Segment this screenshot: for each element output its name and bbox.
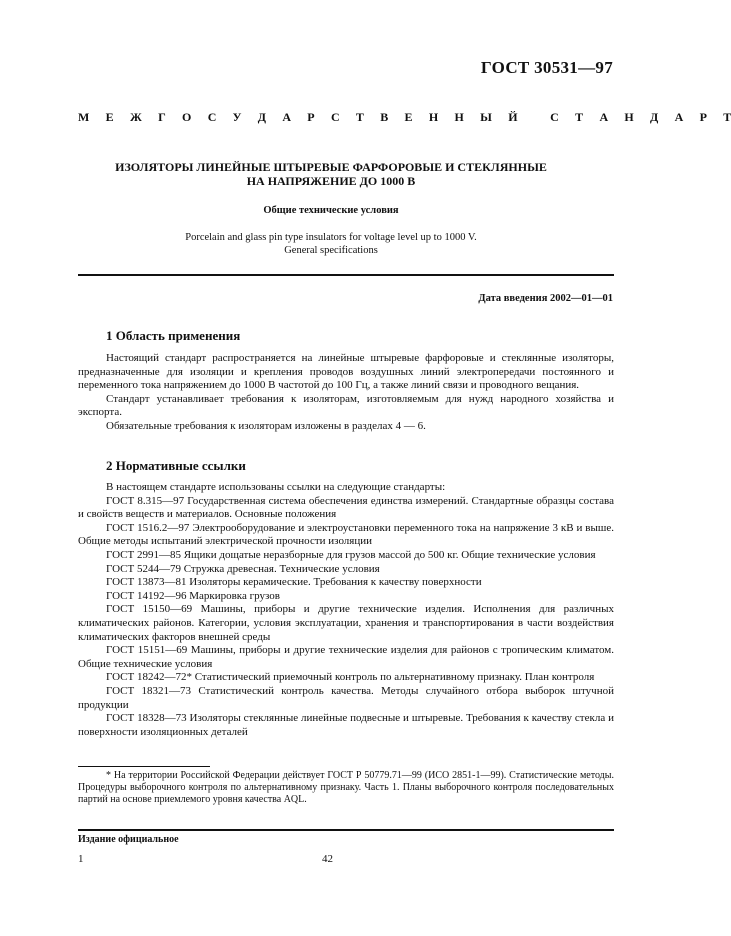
- reference-item: ГОСТ 18328—73 Изоляторы стеклянные линейные подвесные и штыревые. Требования к качеству стекла и поверхности изоляционных деталей: [78, 712, 614, 738]
- banner-letter: С: [330, 110, 340, 124]
- banner-letter: А: [282, 110, 291, 124]
- page-number: 42: [322, 853, 333, 865]
- reference-item: ГОСТ 14192—96 Маркировка грузов: [106, 589, 280, 602]
- banner-letter: Ж: [129, 110, 142, 124]
- section-2-body: [78, 481, 614, 739]
- banner-letter: Т: [355, 110, 364, 124]
- banner-letter: Р: [307, 110, 315, 124]
- standard-banner: [78, 110, 731, 125]
- reference-item: ГОСТ 2991—85 Ящики дощатые неразборные для грузов массой до 500 кг. Общие технические условия: [106, 548, 596, 561]
- banner-letter: Г: [158, 110, 166, 124]
- title-line-1: ИЗОЛЯТОРЫ ЛИНЕЙНЫЕ ШТЫРЕВЫЕ ФАРФОРОВЫЕ И СТЕКЛЯННЫЕ: [115, 160, 547, 174]
- reference-item: ГОСТ 18321—73 Статистический контроль качества. Методы случайного отбора выборок штучной продукции: [78, 684, 614, 711]
- banner-letter: Й: [508, 110, 518, 124]
- document-title: [48, 160, 614, 188]
- section-2-heading: 2 Нормативные ссылки: [106, 458, 246, 473]
- banner-letter: Р: [699, 110, 707, 124]
- introduction-date: Дата введения 2002—01—01: [478, 293, 613, 304]
- banner-letter: О: [182, 110, 192, 124]
- document-subtitle: Общие технические условия: [263, 205, 399, 216]
- english-title: [48, 231, 614, 257]
- left-page-marker: 1: [78, 853, 84, 865]
- english-title-line-2: General specifications: [284, 245, 378, 256]
- banner-letter: Е: [404, 110, 413, 124]
- reference-item: ГОСТ 1516.2—97 Электрооборудование и электроустановки переменного тока на напряжение 3 кВ и выше. Общие методы испытаний электрической прочности изоляции: [78, 521, 614, 548]
- header-divider: [78, 274, 614, 276]
- banner-letter: Н: [428, 110, 439, 124]
- reference-item: ГОСТ 18242—72* Статистический приемочный контроль по альтернативному признаку. План контроля: [106, 671, 595, 684]
- reference-item: ГОСТ 13873—81 Изоляторы керамические. Требования к качеству поверхности: [106, 576, 482, 589]
- edition-label: Издание официальное: [78, 834, 179, 845]
- banner-letter: Н: [454, 110, 464, 124]
- banner-letter: Д: [257, 110, 267, 124]
- banner-letter: М: [78, 110, 90, 124]
- section-1-paragraph: Стандарт устанавливает требования к изоляторам, изготовляемым для нужд народного хозяйства и экспорта.: [78, 392, 614, 419]
- section-1-paragraph: Настоящий стандарт распространяется на линейные штыревые фарфоровые и стеклянные изоляторы, предназначенные для изоляции и крепления проводов воздушных линий электропередачи постоянного и переменного тока напряжением до 1000 В частотой до 100 Гц, а также линий связи и проводного вещания.: [78, 352, 614, 392]
- reference-item: ГОСТ 15150—69 Машины, приборы и другие технические изделия. Исполнения для различных климатических районов. Категории, условия эксплуатации, хранения и транспортирования в части воздействия климатических факторов внешней среды: [78, 603, 614, 643]
- footnote-text: * На территории Российской Федерации действует ГОСТ Р 50779.71—99 (ИСО 2851-1—99). Статистические методы. Процедуры выборочного контроля по альтернативному признаку. Часть 1. Планы выборочного контроля последовательных партий на основе приемлемого уровня качества AQL.: [78, 770, 614, 806]
- reference-item: ГОСТ 5244—79 Стружка древесная. Технические условия: [106, 562, 380, 575]
- banner-letter: С: [550, 110, 559, 124]
- banner-letter: А: [599, 110, 609, 124]
- footnote-divider: [78, 766, 210, 767]
- banner-letter: С: [207, 110, 217, 124]
- banner-letter: Н: [624, 110, 634, 124]
- banner-letter: Е: [105, 110, 114, 124]
- section-1-paragraph: Обязательные требования к изоляторам изложены в разделах 4 — 6.: [106, 419, 426, 432]
- reference-item: ГОСТ 8.315—97 Государственная система обеспечения единства измерений. Стандартные образцы состава и свойств веществ и материалов. Основные положения: [78, 494, 614, 521]
- banner-letter: Т: [723, 110, 731, 124]
- title-line-2: НА НАПРЯЖЕНИЕ ДО 1000 В: [246, 174, 416, 188]
- banner-letter: Д: [650, 110, 659, 124]
- banner-letter: А: [674, 110, 684, 124]
- reference-item: ГОСТ 15151—69 Машины, приборы и другие технические изделия для районов с тропическим климатом. Общие технические условия: [78, 644, 614, 670]
- banner-letter: В: [380, 110, 389, 124]
- banner-letter: У: [232, 110, 242, 124]
- section-2-intro: В настоящем стандарте использованы ссылки на следующие стандарты:: [106, 481, 446, 493]
- banner-word-interstate: [78, 110, 534, 125]
- english-title-line-1: Porcelain and glass pin type insulators for voltage level up to 1000 V.: [185, 232, 477, 243]
- banner-letter: Ы: [480, 110, 492, 124]
- section-1-heading: 1 Область применения: [106, 328, 241, 343]
- banner-word-standard: [534, 110, 731, 125]
- banner-letter: Т: [575, 110, 584, 124]
- footnote: [78, 770, 614, 807]
- section-1-body: [78, 352, 614, 434]
- footer-divider: [78, 829, 614, 831]
- document-code: ГОСТ 30531—97: [480, 58, 613, 77]
